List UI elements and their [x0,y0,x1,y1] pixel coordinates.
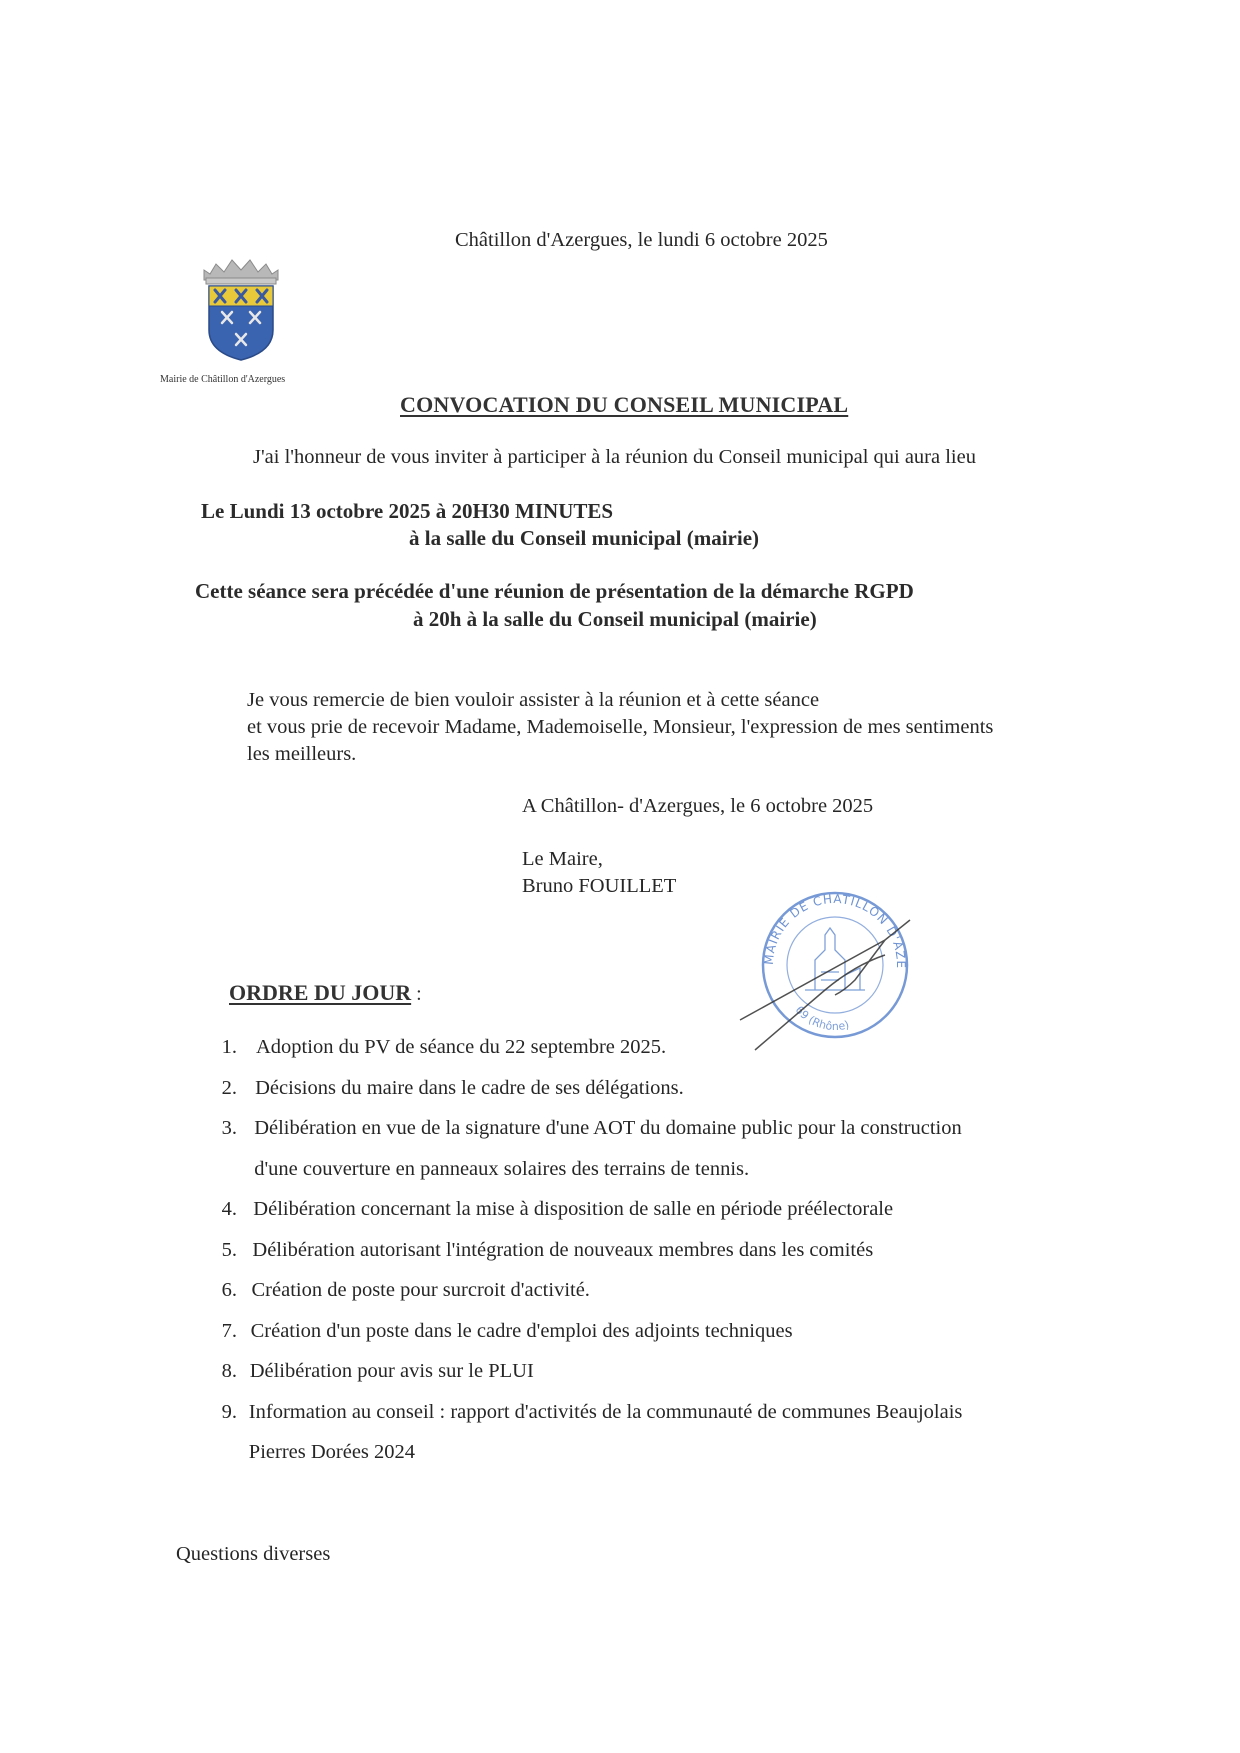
agenda-item-number: 6. [221,1279,237,1301]
stamp-text-bottom: 69 (Rhône) [792,1003,851,1034]
intro-text: J'ai l'honneur de vous inviter à participer à la réunion du Conseil municipal qui aura lieu [253,446,976,468]
signature-name: Bruno FOUILLET [522,875,677,897]
agenda-item-text: Délibération pour avis sur le PLUI [249,1360,534,1382]
agenda-item-text: d'une couverture en panneaux solaires des terrains de tennis. [254,1157,750,1180]
agenda-item-text: Délibération concernant la mise à disposition de salle en période préélectorale [253,1198,894,1220]
agenda-item-text: Délibération en vue de la signature d'une AOT du domaine public pour la construction [254,1117,962,1139]
stamp-seal-icon [735,860,935,1060]
agenda-item-number: 1. [221,1036,237,1058]
agenda-heading-suffix: : [411,983,422,1005]
agenda-item-text: Création d'un poste dans le cadre d'emploi des adjoints techniques [250,1319,793,1342]
official-stamp [735,860,935,1060]
page-title: CONVOCATION DU CONSEIL MUNICIPAL [400,392,849,417]
agenda-item-number: 3. [221,1117,237,1139]
stamp-text-top: MAIRIE DE CHATILLON D'AZE [761,891,909,970]
agenda-item-text: Pierres Dorées 2024 [248,1441,416,1463]
municipal-logo [196,252,286,362]
agenda-item-text: Adoption du PV de séance du 22 septembre 2025. [256,1036,667,1058]
agenda-item-text: Information au conseil : rapport d'activités de la communauté de communes Beaujolais [248,1400,963,1423]
agenda-heading-text: ORDRE DU JOUR [229,980,412,1005]
agenda-item-number: 9. [221,1400,237,1423]
agenda-item-number: 8. [221,1360,237,1382]
agenda-item-text: Délibération autorisant l'intégration de nouveaux membres dans les comités [252,1238,874,1261]
meeting-date: Le Lundi 13 octobre 2025 à 20H30 MINUTES [201,499,614,523]
agenda-item-number: 7. [221,1319,237,1342]
header-place-date: Châtillon d'Azergues, le lundi 6 octobre 2025 [455,229,828,251]
agenda-item-number: 5. [221,1238,237,1261]
closing-line-3: les meilleurs. [247,743,357,765]
agenda-item-text: Décisions du maire dans le cadre de ses délégations. [255,1076,684,1099]
closing-line-2: et vous prie de recevoir Madame, Mademoiselle, Monsieur, l'expression de mes sentiments [247,716,994,738]
agenda-item-text: Création de poste pour surcroit d'activité. [251,1279,590,1301]
logo-caption: Mairie de Châtillon d'Azergues [160,374,286,385]
agenda-item-number: 2. [221,1076,237,1099]
closing-line-1: Je vous remercie de bien vouloir assister à la réunion et à cette séance [247,689,820,711]
coat-of-arms-icon [196,252,286,362]
meeting-location: à la salle du Conseil municipal (mairie) [409,526,760,550]
rgpd-notice: Cette séance sera précédée d'une réunion de présentation de la démarche RGPD [195,579,914,603]
signature-role: Le Maire, [522,848,603,870]
signature-place-date: A Châtillon- d'Azergues, le 6 octobre 2025 [522,795,874,817]
agenda-heading [229,980,422,1006]
agenda-item-number: 4. [221,1198,237,1220]
questions-diverses: Questions diverses [176,1543,331,1565]
rgpd-location: à 20h à la salle du Conseil municipal (mairie) [413,607,817,631]
